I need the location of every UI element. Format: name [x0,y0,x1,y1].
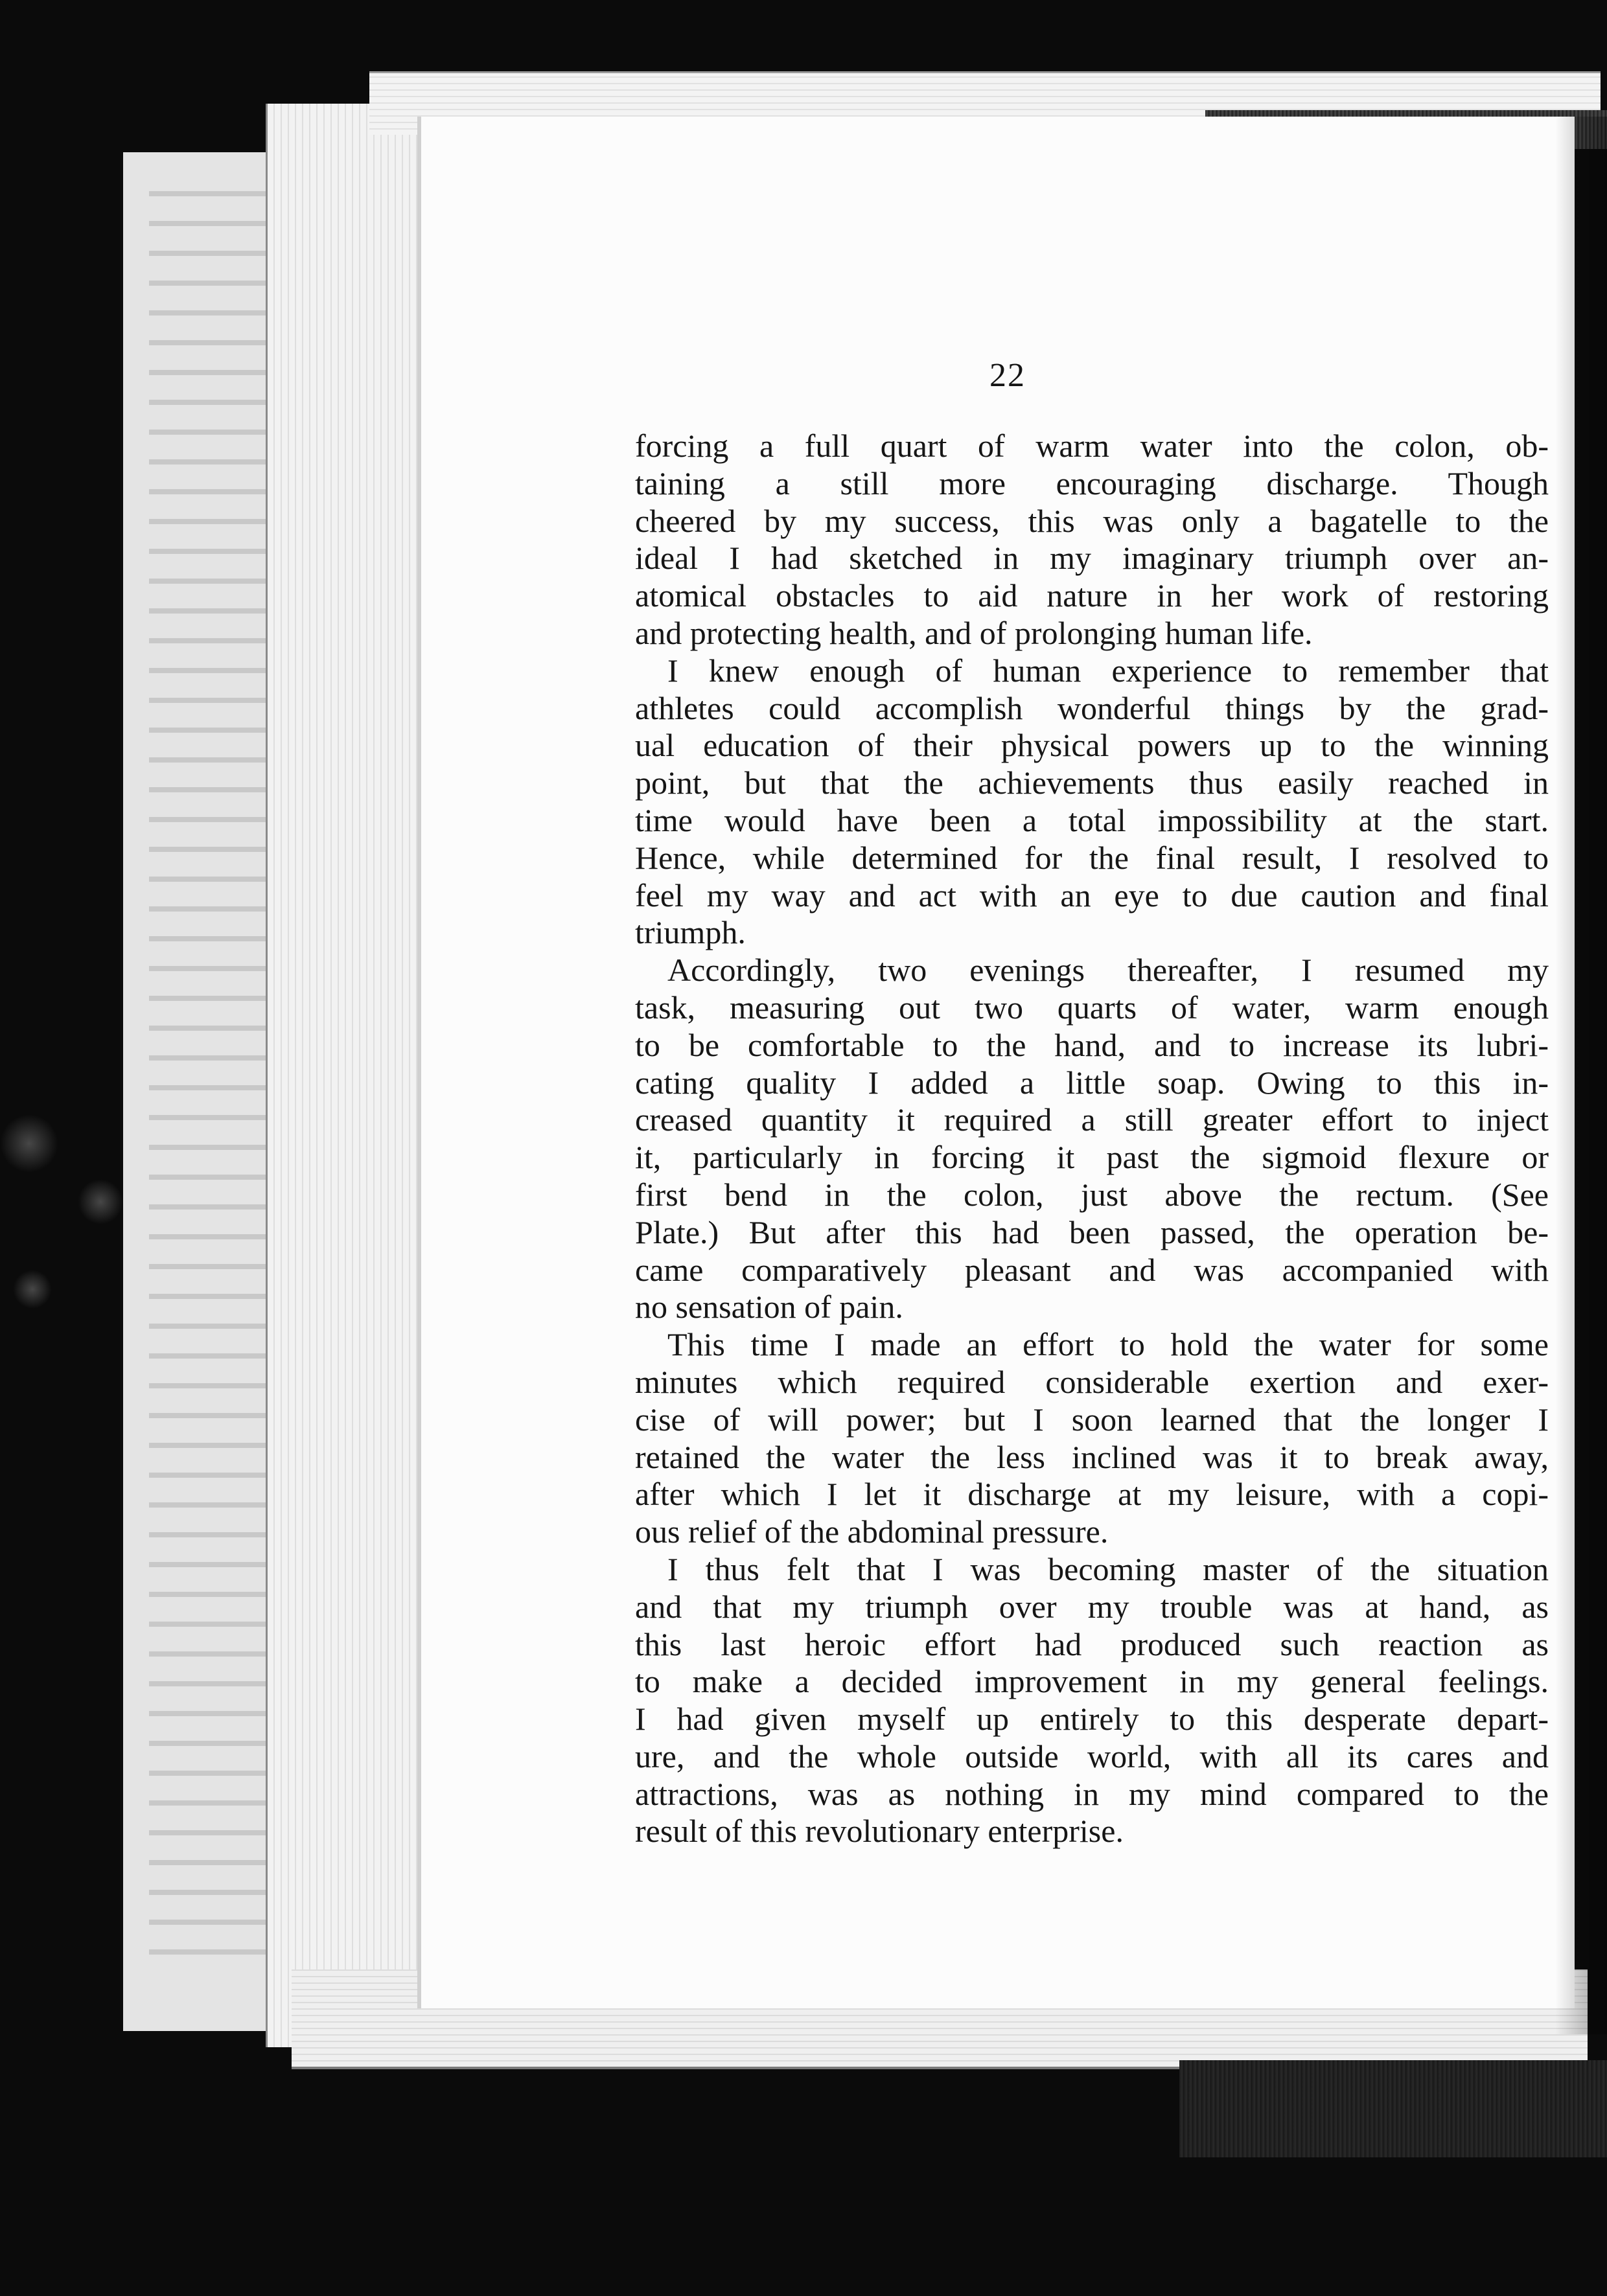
text-line: came comparatively pleasant and was accompanied with [635,1251,1549,1288]
text-line: attractions, was as nothing in my mind compared to the [635,1775,1549,1812]
text-line: result of this revolutionary enterprise. [635,1813,1124,1850]
text-line: and that my triumph over my trouble was at hand, as [635,1588,1549,1625]
text-line: athletes could accomplish wonderful things by the grad- [635,689,1549,726]
text-line: retained the water the less inclined was it to break away, [635,1438,1549,1475]
scan-speckle [13,1270,52,1309]
text-line: first bend in the colon, just above the rectum. (See [635,1176,1549,1213]
text-line: Hence, while determined for the final result, I resolved to [635,839,1549,876]
text-line: to be comfortable to the hand, and to increase its lubri- [635,1026,1549,1063]
text-line: Accordingly, two evenings thereafter, I resumed my [667,952,1549,989]
text-line: point, but that the achievements thus easily reached in [635,764,1549,801]
text-line: to make a decided improvement in my general feelings. [635,1663,1549,1700]
text-line: ideal I had sketched in my imaginary triumph over an- [635,540,1549,577]
text-line: I knew enough of human experience to remember that [667,652,1549,689]
text-line: after which I let it discharge at my leisure, with a copi- [635,1476,1549,1513]
text-line: I had given myself up entirely to this desperate depart- [635,1701,1549,1738]
text-line: ous relief of the abdominal pressure. [635,1513,1109,1550]
book-binding-bottom [1179,2060,1607,2157]
page-text [635,428,1549,1850]
text-line: minutes which required considerable exertion and exer- [635,1363,1549,1400]
text-line: and protecting health, and of prolonging human life. [635,614,1313,651]
text-line: ure, and the whole outside world, with all its cares and [635,1738,1549,1774]
text-line: This time I made an effort to hold the water for some [667,1326,1549,1363]
text-line: I thus felt that I was becoming master of the situation [667,1550,1549,1587]
text-line: triumph. [635,914,746,951]
text-line: it, particularly in forcing it past the sigmoid flexure or [635,1139,1549,1176]
text-line: creased quantity it required a still greater effort to inject [635,1101,1549,1138]
text-line: this last heroic effort had produced such reaction as [635,1625,1549,1662]
text-line: forcing a full quart of warm water into the colon, ob- [635,428,1549,464]
text-line: taining a still more encouraging discharge. Though [635,465,1549,501]
text-line: ual education of their physical powers up to the winning [635,727,1549,764]
text-line: feel my way and act with an eye to due caution and final [635,877,1549,913]
text-line: task, measuring out two quarts of water, warm enough [635,989,1549,1026]
scan-speckle [78,1179,123,1224]
text-line: cise of will power; but I soon learned that the longer I [635,1401,1549,1438]
text-line: time would have been a total impossibility at the start. [635,801,1549,838]
book-page [421,117,1575,2008]
page-number: 22 [989,357,1026,394]
text-line: no sensation of pain. [635,1289,903,1326]
text-line: cheered by my success, this was only a bagatelle to the [635,502,1549,539]
text-line: Plate.) But after this had been passed, the operation be- [635,1213,1549,1250]
page-gutter-shadow [1555,117,1607,2034]
text-line: atomical obstacles to aid nature in her work of restoring [635,577,1549,614]
text-line: cating quality I added a little soap. Owing to this in- [635,1064,1549,1101]
scan-speckle [0,1114,58,1173]
